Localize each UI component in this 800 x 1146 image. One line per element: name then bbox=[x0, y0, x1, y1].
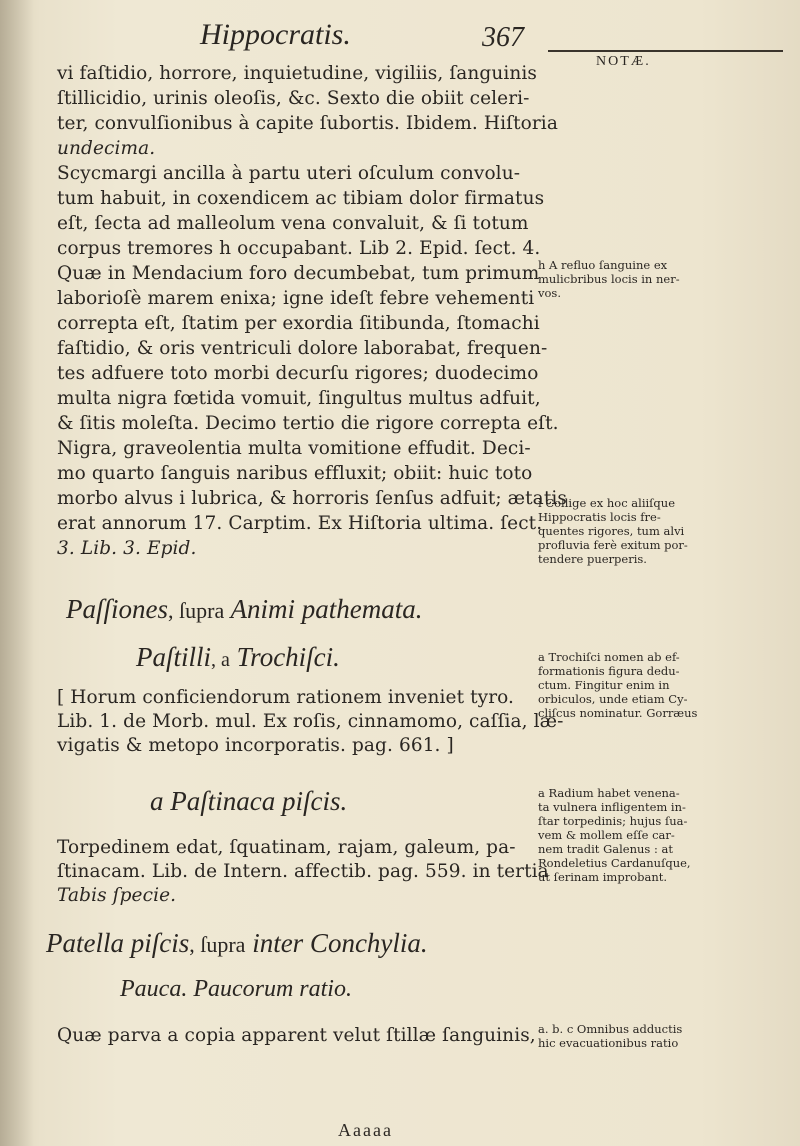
gutter-shadow bbox=[0, 0, 34, 1146]
margin-note-h: h A refluo ſanguine ex mulicbribus locis in ner- vos. bbox=[538, 258, 680, 300]
margin-note-i: i Collige ex hoc aliiſque Hippocratis locis fre- quentes rigores, tum alvi profluvia ferè exitum por- tendere puerperis. bbox=[538, 496, 688, 566]
body-line: multa nigra fœtida vomuit, ſingultus multus adfuit, bbox=[57, 388, 541, 409]
margin-note-abc: a. b. c Omnibus adductis hic evacuationibus ratio bbox=[538, 1022, 683, 1050]
entry-heading-patella: Patella piſcis, ſupra inter Conchylia. bbox=[46, 928, 428, 958]
body-line: ter, convulſionibus à capite ſubortis. Ibidem. Hiſtoria bbox=[57, 113, 558, 134]
body-line: ſtillicidio, urinis oleoſis, &c. Sexto die obiit celeri- bbox=[57, 88, 530, 109]
body-line: Scycmargi ancilla à partu uteri oſculum convolu- bbox=[57, 163, 521, 184]
body-line: corpus tremores h occupabant. Lib 2. Epid. ſect. 4. bbox=[57, 238, 541, 259]
margin-note-trochisci: a Trochiſci nomen ab ef- formationis figura dedu- ctum. Fingitur enim in orbiculos, unde etiam Cy- cliſcus nominatur. Gorræus bbox=[538, 650, 698, 720]
body-line: tes adfuere toto morbi decurſu rigores; duodecimo bbox=[57, 363, 539, 384]
notes-rule bbox=[548, 50, 783, 52]
running-title: Hippocratis. bbox=[200, 18, 351, 51]
body-line: mo quarto ſanguis naribus effluxit; obiit: huic toto bbox=[57, 463, 533, 484]
body-line: 3. Lib. 3. Epid. bbox=[57, 538, 197, 559]
notes-label: NOTÆ. bbox=[596, 54, 651, 69]
entry-heading-pastinaca: a Paſtinaca piſcis. bbox=[150, 786, 348, 816]
body-line: faſtidio, & oris ventriculi dolore laborabat, frequen- bbox=[57, 338, 548, 359]
body-line: correpta eſt, ſtatim per exordia ſitibunda, ſtomachi bbox=[57, 313, 540, 334]
catchword: Aaaaa bbox=[338, 1120, 393, 1140]
entry-heading-pauca: Pauca. Paucorum ratio. bbox=[120, 976, 352, 1002]
page-number: 367 bbox=[482, 22, 524, 53]
body-line: Quæ in Mendacium foro decumbebat, tum primum bbox=[57, 263, 540, 284]
body-line: undecima. bbox=[57, 138, 156, 159]
body-line: tum habuit, in coxendicem ac tibiam dolor firmatus bbox=[57, 188, 545, 209]
margin-note-pastinaca: a Radium habet venena- ta vulnera infligentem in- ſtar torpedinis; hujus ſua- vem & mollem eſſe car- nem tradit Galenus : at Rondeletius Cardanuſque, ut ſerinam improbant. bbox=[538, 786, 691, 884]
body-line: Nigra, graveolentia multa vomitione effudit. Deci- bbox=[57, 438, 531, 459]
body-line: & ſitis moleſta. Decimo tertio die rigore correpta eſt. bbox=[57, 413, 559, 434]
entry-heading-pastilli: Paſtilli, a Trochiſci. bbox=[136, 642, 340, 672]
entry-heading-passiones: Paſſiones, ſupra Animi pathemata. bbox=[66, 594, 423, 624]
body-line: laborioſè marem enixa; igne ideſt febre vehementi bbox=[57, 288, 535, 309]
body-line: vi faſtidio, horrore, inquietudine, vigiliis, ſanguinis bbox=[57, 63, 538, 84]
body-line: morbo alvus i lubrica, & horroris ſenſus adfuit; ætatis bbox=[57, 488, 567, 509]
body-line: erat annorum 17. Carptim. Ex Hiſtoria ultima. ſect. bbox=[57, 513, 543, 534]
book-page: Hippocratis. 367 NOTÆ. vi faſtidio, horrore, inquietudine, vigiliis, ſanguinis ſtillicidio, urinis oleoſis, &c. Sexto die obiit celeri- ter, convulſionibus à capite ſubortis. Ibidem. Hiſtoria undecima. Scycmargi ancilla à partu uteri oſculum convolu- tum habuit, in coxendicem ac tibiam dolor firmatus eſt, ſecta ad malleolum vena convaluit, & ſi totum corpus tremores h occupabant. Lib 2. Epid. ſect. 4. Quæ in Mendacium foro decumbebat, tum primum laborioſè marem enixa; igne ideſt febre vehementi correpta eſt, ſtatim per exordia ſitibunda, ſtomachi faſtidio, & oris ventriculi dolore laborabat, frequen- tes adfuere toto morbi decurſu rigores; duodecimo multa nigra fœtida vomuit, ſingultus multus adfuit, & ſitis moleſta. Decimo tertio die rigore correpta eſt. Nigra, graveolentia multa vomitione effudit. Deci- mo quarto ſanguis naribus effluxit; obiit: huic toto morbo alvus i lubrica, & horroris ſenſus adfuit; ætatis erat annorum 17. Carptim. Ex Hiſtoria ultima. ſect. 3. Lib. 3. Epid. h A refluo ſanguine ex mulicbribus locis in ner- vos. i Collige ex hoc aliiſque Hippocratis locis fre- quentes rigores, tum alvi profluvia ferè exitum por- tendere puerperis. a Trochiſci nomen ab ef- formationis figura dedu- ctum. Fingitur enim in orbiculos, unde etiam Cy- cliſcus nominatur. Gorræus a Radium habet venena- ta vulnera infligentem in- ſtar torpedinis; hujus ſua- vem & mollem eſſe car- nem tradit Galenus : at Rondeletius Cardanuſque, ut ſerinam improbant. a. b. c Omnibus adductis hic evacuationibus ratio Paſſiones, ſupra Animi pathemata. Paſtilli, a Trochiſci. [ Horum conficiendorum rationem inveniet tyro. Lib. 1. de Morb. mul. Ex roſis, cinnamomo, caſſia, læ- vigatis & metopo incorporatis. pag. 661. ] a Paſtinaca piſcis. Torpedinem edat, ſquatinam, rajam, galeum, pa- ſtinacam. Lib. de Intern. affectib. pag. 559. in tertia Tabis ſpecie. Patella piſcis, ſupra inter Conchylia. Pauca. Paucorum ratio. Quæ parva a copia apparent velut ſtillæ ſanguinis, Aaaaa bbox=[0, 0, 800, 1146]
body-line: eſt, ſecta ad malleolum vena convaluit, & ſi totum bbox=[57, 213, 529, 234]
